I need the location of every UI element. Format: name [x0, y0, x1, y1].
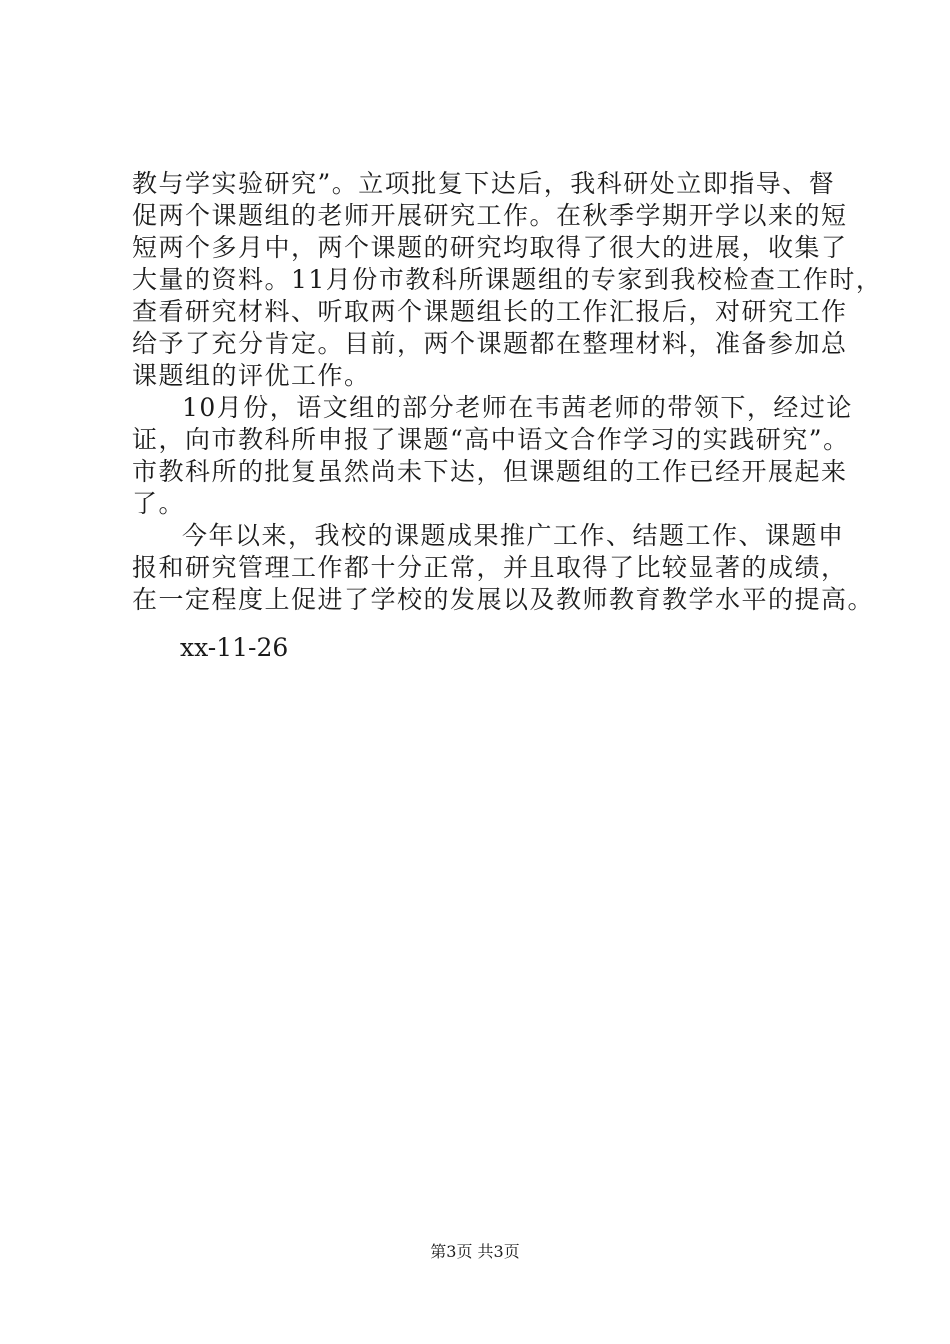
document-date: xx-11-26 [180, 633, 289, 662]
paragraph-line: 证，向市教科所申报了课题“高中语文合作学习的实践研究”。 [132, 425, 850, 454]
paragraph-line: 教与学实验研究”。立项批复下达后，我科研处立即指导、督 [132, 169, 836, 198]
paragraph-3 [132, 520, 875, 616]
paragraph-line: 课题组的评优工作。 [132, 361, 371, 390]
paragraph-line: 给予了充分肯定。目前，两个课题都在整理材料，准备参加总 [132, 329, 848, 358]
paragraph-line: 今年以来，我校的课题成果推广工作、结题工作、课题申 [182, 521, 845, 550]
paragraph-line: 市教科所的批复虽然尚未下达，但课题组的工作已经开展起来 [132, 457, 848, 486]
paragraph-line: 报和研究管理工作都十分正常，并且取得了比较显著的成绩， [132, 553, 848, 582]
paragraph-line: 短两个多月中，两个课题的研究均取得了很大的进展，收集了 [132, 233, 848, 262]
paragraph-1 [132, 168, 883, 392]
page-footer: 第3页 共3页 [430, 1242, 520, 1261]
paragraph-line: 在一定程度上促进了学校的发展以及教师教育教学水平的提高。 [132, 585, 875, 614]
paragraph-line: 10月份，语文组的部分老师在韦茜老师的带领下，经过论 [182, 393, 853, 422]
paragraph-line: 促两个课题组的老师开展研究工作。在秋季学期开学以来的短 [132, 201, 848, 230]
paragraph-line: 大量的资料。11月份市教科所课题组的专家到我校检查工作时， [132, 265, 883, 294]
paragraph-line: 了。 [132, 489, 186, 518]
body-text [132, 168, 883, 616]
paragraph-2 [132, 392, 853, 520]
paragraph-line: 查看研究材料、听取两个课题组长的工作汇报后，对研究工作 [132, 297, 848, 326]
